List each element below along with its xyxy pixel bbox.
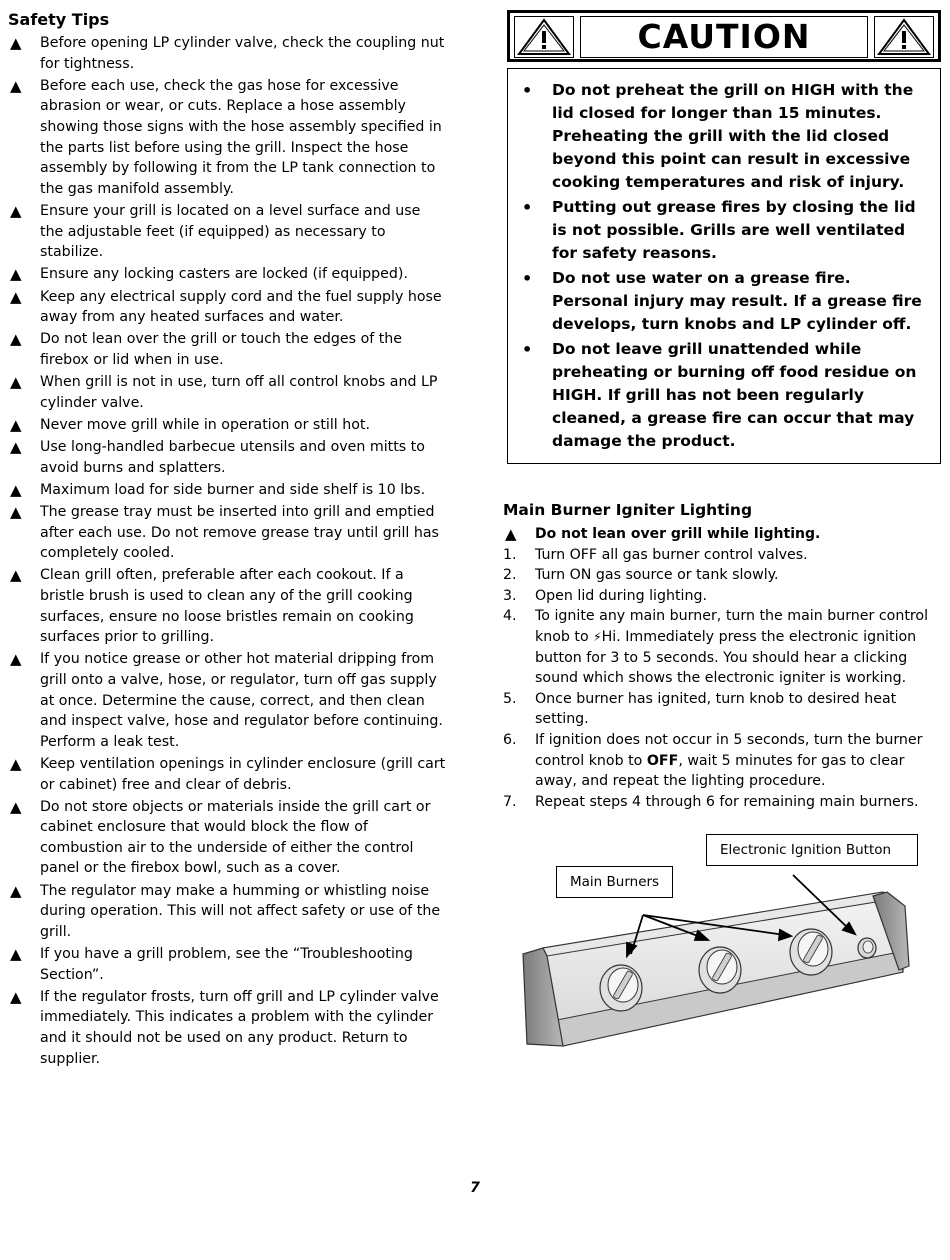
safety-tip-item (8, 415, 448, 436)
safety-tip-text: Maximum load for side burner and side shelf is 10 lbs. (40, 481, 426, 498)
triangle-bullet-icon: ▲ (10, 438, 22, 457)
control-panel-figure (503, 830, 943, 1070)
lightning-icon: ⚡ (593, 629, 602, 644)
triangle-bullet-icon: ▲ (10, 650, 22, 669)
safety-tip-text: Ensure any locking casters are locked (if equipped). (40, 266, 408, 283)
safety-tips-section (8, 10, 448, 1071)
safety-tip-text: The grease tray must be inserted into grill and emptied after each use. Do not remove grease tray until grill has completely cooled. (40, 504, 439, 562)
caution-item-text: Do not leave grill unattended while preheating or burning off food residue on HIGH. If grill has not been regularly cleaned, a grease fire can occur that may damage the product. (552, 340, 917, 450)
lighting-warning-text: Do not lean over grill while lighting. (535, 526, 821, 542)
safety-tip-item (8, 480, 448, 501)
safety-tip-text: Do not lean over the grill or touch the edges of the firebox or lid when in use. (40, 331, 403, 368)
step-item: 4. To ignite any main burner, turn the main burner control knob to ⚡Hi. Immediately press the electronic ignition button for 3 to 5 seconds. You should hear a clicking sound which shows the electronic igniter is working. (503, 608, 929, 687)
triangle-bullet-icon: ▲ (10, 797, 22, 816)
safety-tip-item (8, 437, 448, 478)
caution-header (507, 10, 941, 62)
safety-tip-text: Never move grill while in operation or still hot. (40, 416, 370, 433)
safety-tips-title: Safety Tips (8, 10, 110, 29)
igniter-lighting-title: Main Burner Igniter Lighting (503, 501, 753, 519)
safety-tip-item (8, 502, 448, 564)
caution-item-text: Do not use water on a grease fire. Personal injury may result. If a grease fire develops, turn knobs and LP cylinder off. (552, 269, 922, 333)
triangle-bullet-icon: ▲ (10, 480, 22, 499)
bullet-icon: • (522, 81, 533, 100)
triangle-bullet-icon: ▲ (10, 265, 22, 284)
caution-title: CAUTION (580, 16, 868, 58)
caution-list (518, 79, 930, 453)
triangle-bullet-icon: ▲ (10, 987, 22, 1006)
triangle-bullet-icon: ▲ (10, 201, 22, 220)
safety-tip-text: Ensure your grill is located on a level surface and use the adjustable feet (if equipped) as necessary to stabilize. (40, 202, 421, 261)
safety-tip-item (8, 944, 448, 985)
safety-tip-item (8, 754, 448, 795)
control-knob-icon (790, 929, 832, 975)
safety-tip-text: The regulator may make a humming or whistling noise during operation. This will not affect safety or use of the grill. (40, 882, 441, 940)
caution-item (518, 338, 930, 453)
safety-tip-item (8, 881, 448, 943)
safety-tip-item (8, 329, 448, 370)
caution-item-text: Do not preheat the grill on HIGH with the lid closed for longer than 15 minutes. Preheating the grill with the lid closed beyond this point can result in excessive cooking temperatures and risk of injury. (552, 81, 914, 191)
control-knob-icon (699, 947, 741, 993)
safety-tip-text: Do not store objects or materials inside the grill cart or cabinet enclosure that would block the flow of combustion air to the underside of either the control panel or the firebox bowl, such as a cover. (40, 798, 431, 877)
safety-tip-item (8, 264, 448, 285)
triangle-bullet-icon: ▲ (10, 76, 22, 95)
triangle-bullet-icon: ▲ (10, 373, 22, 392)
safety-tip-text: Keep any electrical supply cord and the fuel supply hose away from any heated surfaces and water. (40, 288, 442, 326)
ignition-button-icon (858, 938, 876, 958)
safety-tip-text: Keep ventilation openings in cylinder enclosure (grill cart or cabinet) free and clear of debris. (40, 755, 446, 793)
safety-tip-text: Before opening LP cylinder valve, check the coupling nut for tightness. (40, 35, 445, 72)
triangle-bullet-icon: ▲ (10, 566, 22, 585)
safety-tip-item (8, 797, 448, 879)
step-item: 2. Turn ON gas source or tank slowly. (503, 567, 779, 584)
triangle-bullet-icon: ▲ (10, 287, 22, 306)
safety-tip-text: Before each use, check the gas hose for excessive abrasion or wear, or cuts. Replace a hose assembly showing those signs with the hose assembly specified in the parts list before using the grill. Inspect the hose assembly by following it from the LP tank connection to the gas manifold assembly. (40, 77, 442, 197)
safety-tip-item (8, 987, 448, 1069)
lighting-warning (503, 524, 943, 545)
caution-item-text: Putting out grease fires by closing the lid is not possible. Grills are well ventilated for safety reasons. (552, 198, 916, 262)
triangle-bullet-icon: ▲ (10, 503, 22, 521)
safety-tip-text: Clean grill often, preferable after each cookout. If a bristle brush is used to clean any of the grill cooking surfaces, ensure no loose bristles remain on cooking surfaces prior to grilling. (40, 567, 414, 646)
safety-tip-item (8, 649, 448, 752)
safety-tip-text: If you notice grease or other hot material dripping from grill onto a valve, hose, or regulator, turn off gas supply at once. Determine the cause, correct, and then clean and inspect valve, hose and regulator before continuing. Perform a leak test. (40, 651, 443, 750)
triangle-bullet-icon: ▲ (10, 945, 22, 964)
safety-tip-text: Use long-handled barbecue utensils and oven mitts to avoid burns and splatters. (40, 439, 425, 476)
step-item: 6. If ignition does not occur in 5 seconds, turn the burner control knob to OFF, wait 5 minutes for gas to clear away, and repeat the lighting procedure. (503, 731, 923, 790)
caution-item (518, 267, 930, 336)
lighting-steps (503, 545, 943, 813)
ignition-button-label: Electronic Ignition Button (706, 834, 918, 866)
caution-box (507, 68, 941, 464)
triangle-bullet-icon: ▲ (10, 754, 22, 773)
safety-tip-item (8, 565, 448, 647)
warning-triangle-icon (874, 16, 934, 58)
page-number: 7 (470, 1180, 480, 1196)
bullet-icon: • (522, 269, 533, 288)
bullet-icon: • (522, 198, 533, 217)
right-column (503, 10, 943, 812)
safety-tips-list (8, 33, 448, 1069)
safety-tip-item (8, 372, 448, 413)
step-item: 1. Turn OFF all gas burner control valves. (503, 546, 808, 563)
safety-tip-text: If the regulator frosts, turn off grill and LP cylinder valve immediately. This indicates a problem with the cylinder and it should not be used on any product. Return to supplier. (40, 988, 439, 1067)
control-knob-icon (600, 965, 642, 1011)
triangle-bullet-icon: ▲ (10, 881, 22, 900)
step-item: 3. Open lid during lighting. (503, 587, 707, 604)
step-item: 5. Once burner has ignited, turn knob to desired heat setting. (503, 690, 897, 728)
caution-item (518, 196, 930, 265)
main-burners-label: Main Burners (556, 866, 673, 898)
safety-tip-item (8, 287, 448, 328)
step-item: 7. Repeat steps 4 through 6 for remaining main burners. (503, 793, 919, 810)
triangle-bullet-icon: ▲ (10, 330, 22, 349)
igniter-lighting-section (503, 500, 943, 812)
bullet-icon: • (522, 340, 533, 359)
safety-tip-text: When grill is not in use, turn off all control knobs and LP cylinder valve. (40, 374, 438, 411)
caution-item (518, 79, 930, 194)
triangle-bullet-icon: ▲ (10, 415, 22, 434)
safety-tip-item (8, 76, 448, 200)
triangle-bullet-icon: ▲ (10, 34, 22, 52)
safety-tip-item (8, 33, 448, 74)
safety-tip-item (8, 201, 448, 263)
triangle-bullet-icon: ▲ (505, 525, 517, 543)
safety-tip-text: If you have a grill problem, see the “Troubleshooting Section”. (40, 946, 413, 983)
warning-triangle-icon (514, 16, 574, 58)
